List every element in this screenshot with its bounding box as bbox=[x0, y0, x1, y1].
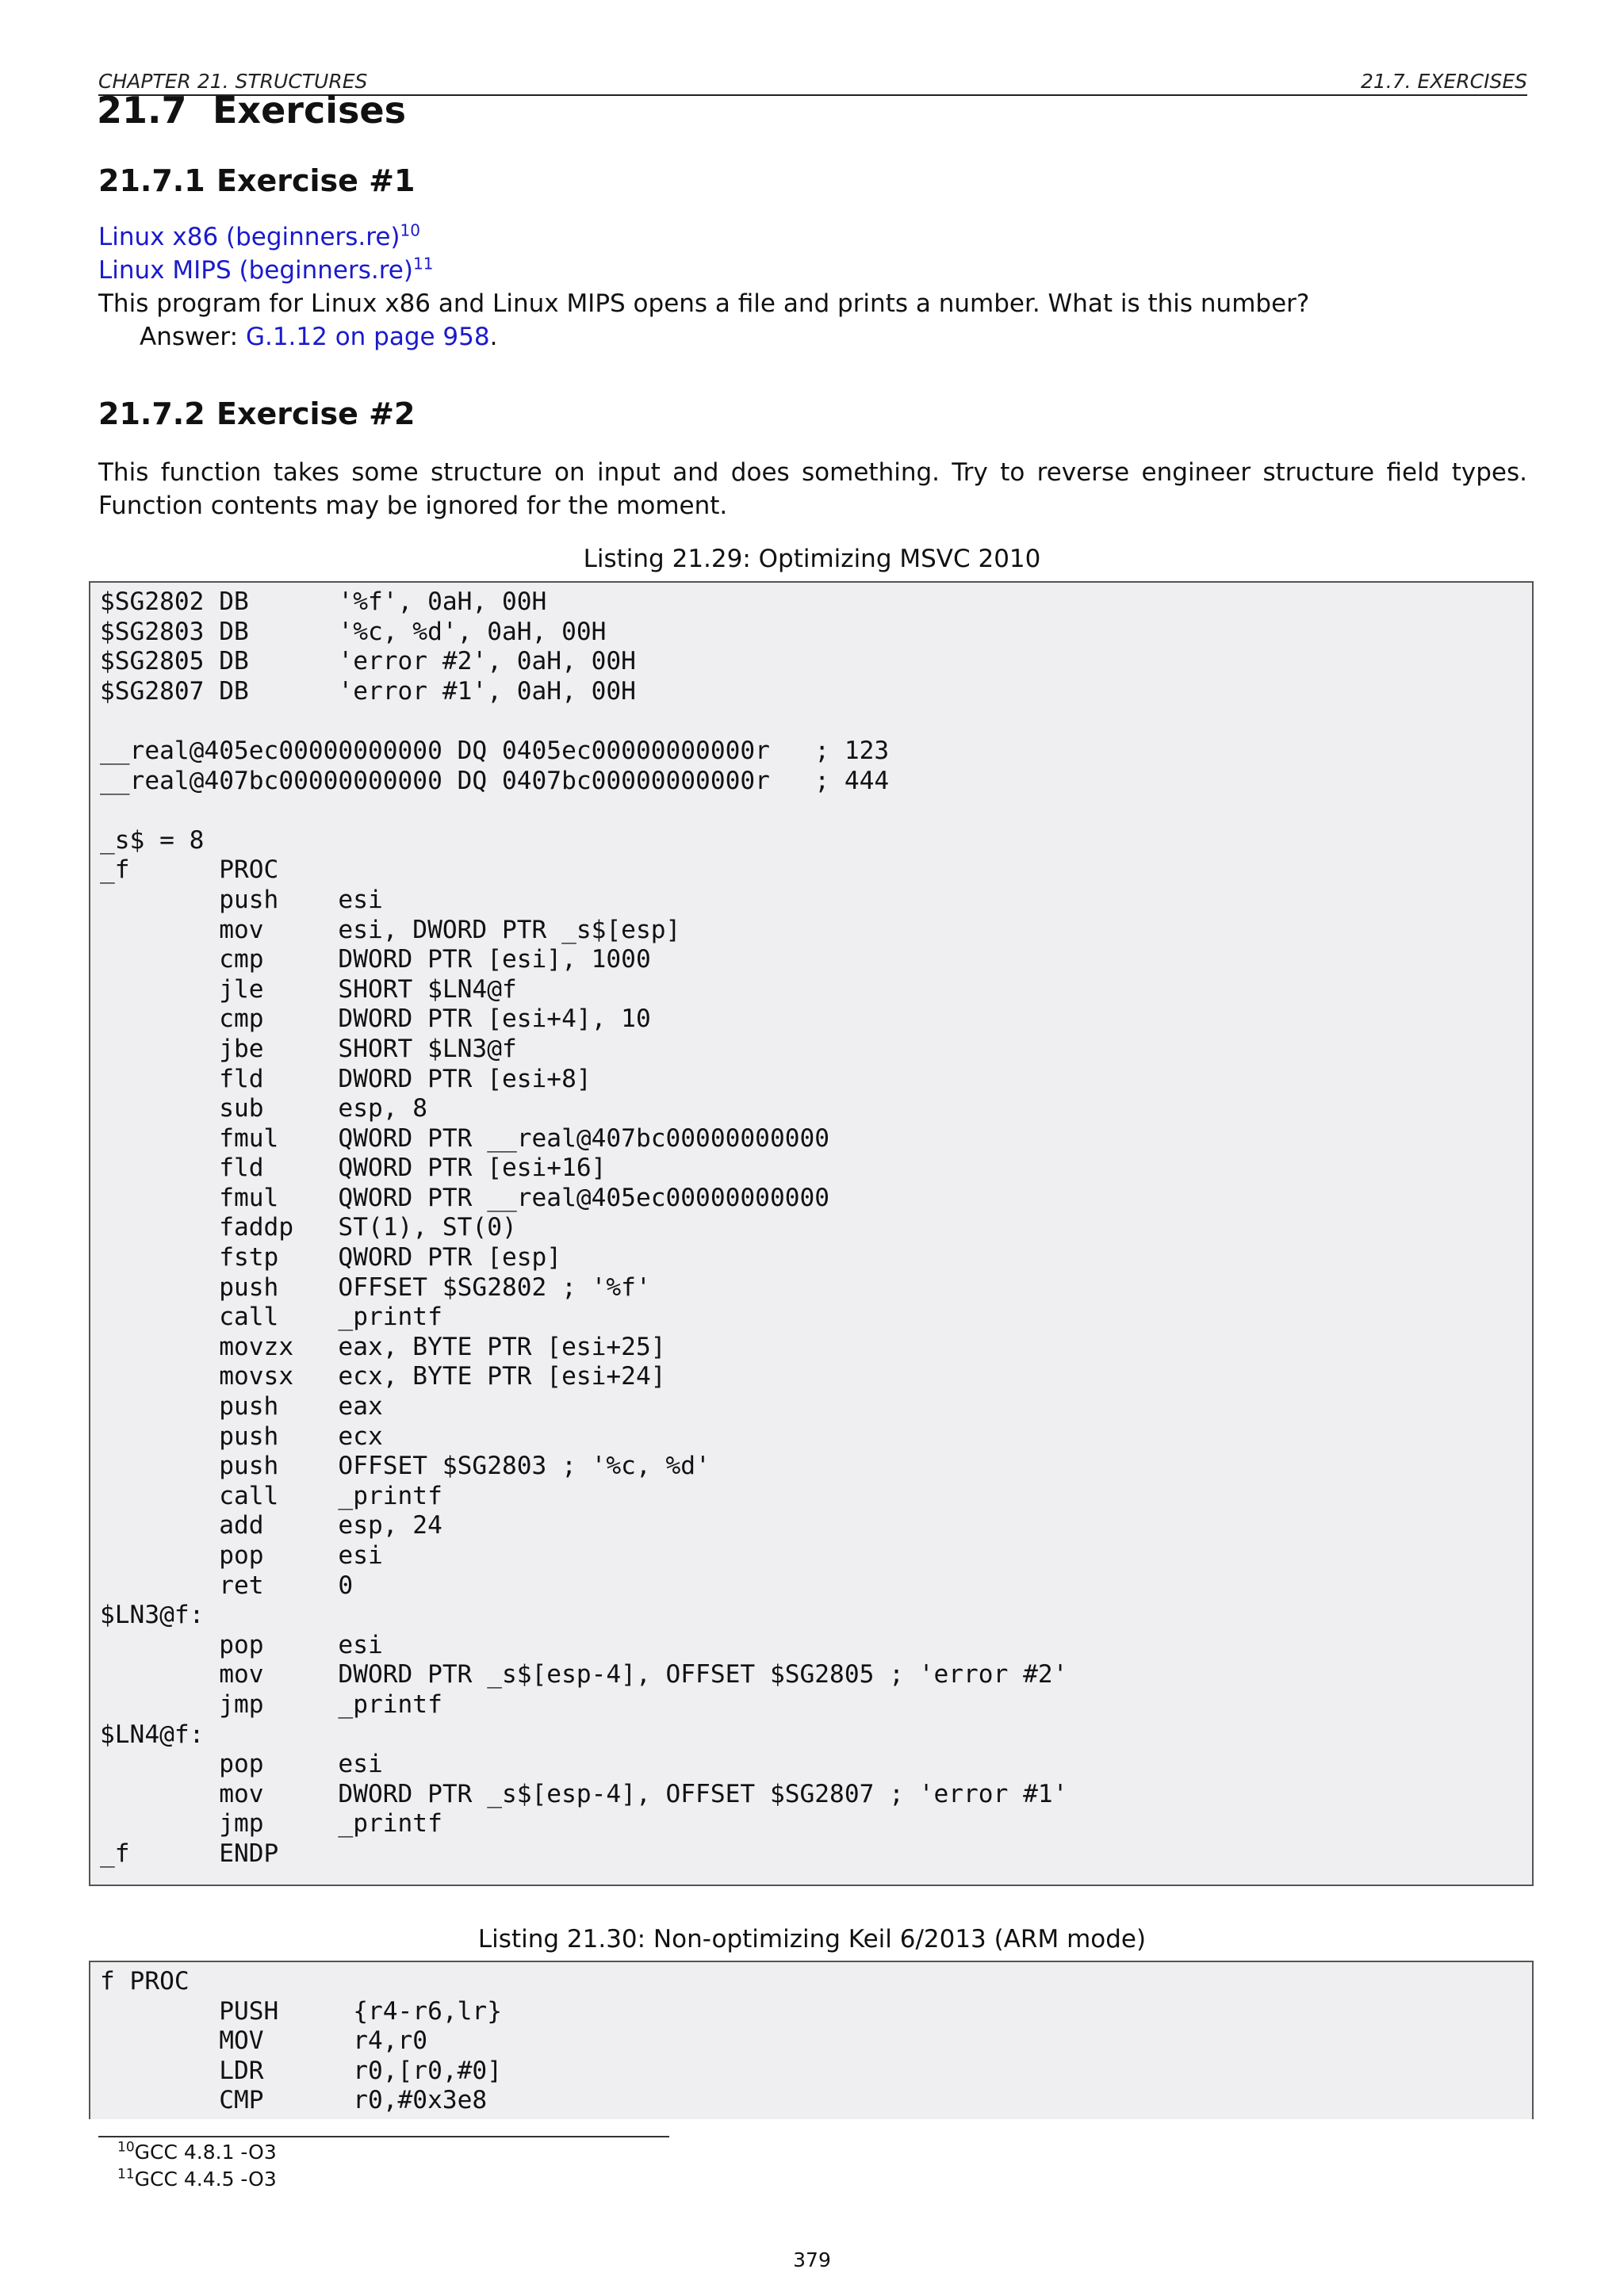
exercise1-title: Exercise #1 bbox=[216, 163, 416, 198]
listing2-box bbox=[89, 1961, 1534, 2119]
exercise2-title: Exercise #2 bbox=[216, 396, 416, 431]
answer-link[interactable]: G.1.12 on page 958 bbox=[245, 323, 490, 351]
listing2-code: f PROC PUSH {r4-r6,lr} MOV r4,r0 LDR r0,[r0,#0] CMP r0,#0x3e8 bbox=[100, 1967, 502, 2115]
section-title: Exercises bbox=[213, 89, 406, 132]
section-heading bbox=[97, 89, 406, 132]
exercise1-body bbox=[98, 220, 1527, 354]
answer-label: Answer: bbox=[140, 323, 246, 351]
listing1-box bbox=[89, 581, 1534, 1886]
exercise1-number: 21.7.1 bbox=[98, 163, 205, 198]
listing1-code: $SG2802 DB '%f', 0aH, 00H $SG2803 DB '%c, %d', 0aH, 00H $SG2805 DB 'error #2', 0aH, 00H $SG2807 DB 'error #1', 0aH, 00H __real@405ec00000000000 DQ 0405ec00000000000r ; 123 __real@407bc00000000000 DQ 0407bc00000000000r ; 444 _s$ = 8 _f PROC push esi mov esi, DWORD PTR _s$[esp] cmp DWORD PTR [esi], 1000 jle SHORT $LN4@f cmp DWORD PTR [esi+4], 10 jbe SHORT $LN3@f fld DWORD PTR [esi+8] sub esp, 8 fmul QWORD PTR __real@407bc00000000000 fld QWORD PTR [esi+16] fmul QWORD PTR __real@405ec00000000000 faddp ST(1), ST(0) fstp QWORD PTR [esp] push OFFSET $SG2802 ; '%f' call _printf movzx eax, BYTE PTR [esi+25] movsx ecx, BYTE PTR [esi+24] push eax push ecx push OFFSET $SG2803 ; '%c, %d' call _printf add esp, 24 pop esi ret 0 $LN3@f: pop esi mov DWORD PTR _s$[esp-4], OFFSET $SG2805 ; 'error #2' jmp _printf $LN4@f: pop esi mov DWORD PTR _s$[esp-4], OFFSET $SG2807 ; 'error #1' jmp _printf _f ENDP bbox=[100, 587, 1068, 1868]
link-linux-mips-text[interactable]: Linux MIPS (beginners.re) bbox=[98, 256, 413, 285]
exercise1-text: This program for Linux x86 and Linux MIPS opens a file and prints a number. What is this number? bbox=[98, 289, 1310, 318]
footnote-10-num: 10 bbox=[117, 2139, 135, 2156]
footnote-11 bbox=[117, 2168, 277, 2191]
footnote-rule bbox=[98, 2136, 669, 2137]
footnote-11-num: 11 bbox=[117, 2166, 135, 2183]
exercise2-heading bbox=[98, 396, 415, 431]
link-linux-x86-text[interactable]: Linux x86 (beginners.re) bbox=[98, 223, 400, 251]
link-linux-mips bbox=[98, 254, 1527, 287]
footnote-10-text: GCC 4.8.1 -O3 bbox=[134, 2141, 277, 2164]
exercise2-text: This function takes some structure on input and does something. Try to reverse engineer structure field types. Function contents may be ignored for the moment. bbox=[98, 458, 1527, 520]
footnote-ref-11[interactable]: 11 bbox=[412, 254, 434, 274]
exercise1-answer bbox=[98, 320, 1527, 354]
listing1-caption: Listing 21.29: Optimizing MSVC 2010 bbox=[583, 545, 1041, 573]
header-chapter: CHAPTER 21. STRUCTURES bbox=[98, 70, 368, 93]
footnote-10 bbox=[117, 2141, 277, 2164]
listing2-caption: Listing 21.30: Non-optimizing Keil 6/2013 (ARM mode) bbox=[477, 1925, 1147, 1954]
exercise1-heading bbox=[98, 163, 415, 198]
header-section: 21.7. EXERCISES bbox=[1360, 70, 1527, 93]
page-number: 379 bbox=[793, 2248, 831, 2271]
footnote-11-text: GCC 4.4.5 -O3 bbox=[134, 2168, 277, 2191]
link-linux-x86 bbox=[98, 220, 1527, 254]
answer-end: . bbox=[489, 323, 498, 351]
exercise2-number: 21.7.2 bbox=[98, 396, 205, 431]
footnote-ref-10[interactable]: 10 bbox=[400, 220, 420, 240]
section-number: 21.7 bbox=[97, 89, 187, 132]
